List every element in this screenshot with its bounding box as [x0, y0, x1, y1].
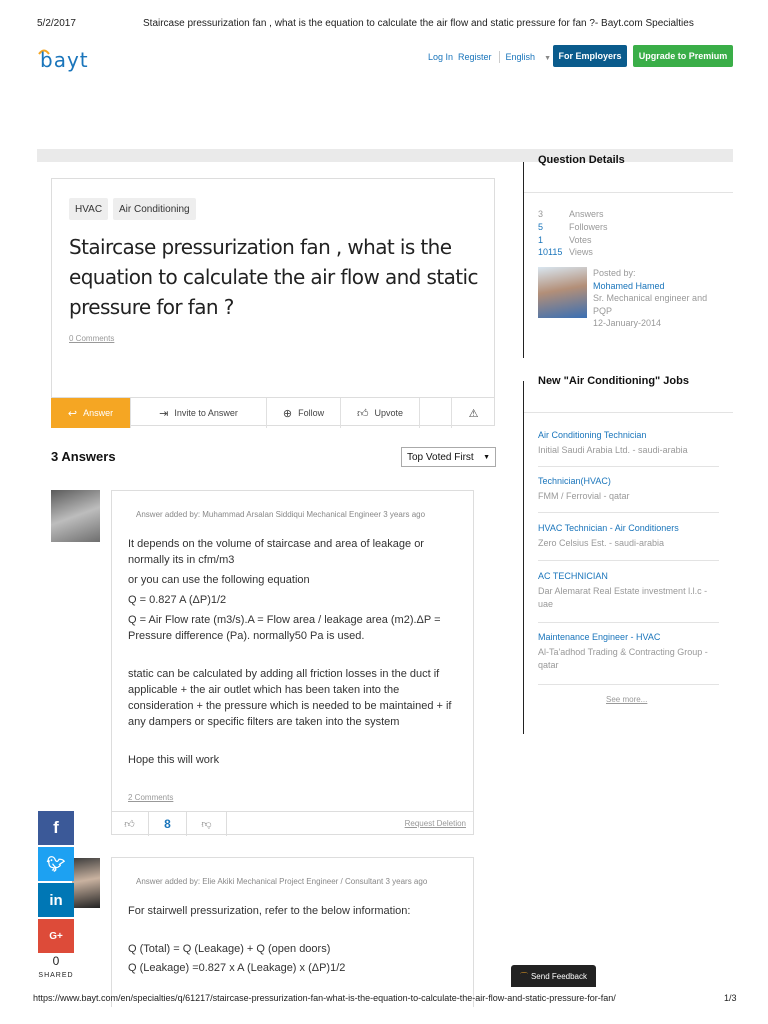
poster-title: Sr. Mechanical engineer and PQP — [593, 293, 708, 316]
posted-by-label: Posted by: — [593, 268, 636, 278]
answer-line: or you can use the following equation — [128, 574, 310, 586]
logo-text: bayt — [40, 48, 89, 72]
answer-added-by: Answer added by: Elie Akiki Mechanical Project Engineer / Consultant 3 years ago — [136, 877, 428, 886]
google-plus-icon: G+ — [49, 930, 63, 942]
job-item[interactable] — [538, 523, 719, 550]
thumbs-up-icon: 👍︎ — [356, 407, 369, 420]
send-feedback-button[interactable] — [511, 965, 596, 987]
poster-avatar[interactable] — [538, 267, 587, 318]
bayt-swoosh-icon: ⌒ — [519, 971, 528, 981]
see-more-jobs-link[interactable]: See more... — [606, 695, 648, 704]
upgrade-premium-button[interactable]: Upgrade to Premium — [633, 45, 733, 67]
upvote-answer-button[interactable] — [111, 812, 149, 836]
jobs-heading: New "Air Conditioning" Jobs — [538, 375, 689, 387]
answer-button-label: Answer — [83, 408, 114, 418]
answer-line: It depends on the volume of staircase and area of leakage or normally its in cfm/m3 — [128, 538, 424, 566]
language-select[interactable] — [506, 52, 556, 62]
job-title-link[interactable]: Maintenance Engineer - HVAC — [538, 632, 661, 642]
stat-followers[interactable]: 5 Followers — [538, 221, 608, 232]
chevron-down-icon: ▼ — [544, 55, 552, 62]
answer-vote-bar — [111, 811, 474, 835]
for-employers-button[interactable]: For Employers — [553, 45, 627, 67]
answer-card — [111, 857, 474, 1007]
job-item[interactable] — [538, 571, 719, 611]
answer-line: Q (Total) = Q (Leakage) + Q (open doors) — [128, 943, 331, 955]
share-count: 0 — [52, 954, 60, 968]
stat-answers: 3 Answers — [538, 209, 604, 219]
job-item[interactable] — [538, 476, 719, 503]
job-title-link[interactable]: HVAC Technician - Air Conditioners — [538, 523, 679, 533]
question-card — [51, 178, 495, 426]
request-deletion-link[interactable]: Request Deletion — [404, 819, 466, 828]
invite-to-answer-button[interactable] — [131, 398, 267, 428]
question-details-heading: Question Details — [538, 154, 625, 166]
print-title: Staircase pressurization fan , what is the equation to calculate the air flow and static pressure for fan ?- Bayt.com Specialties — [143, 18, 694, 29]
stat-votes: 1 Votes — [538, 234, 592, 245]
job-company: Zero Celsius Est. - saudi-arabia — [538, 538, 665, 548]
posted-by — [593, 267, 728, 330]
thumbs-down-icon: 👎︎ — [201, 818, 212, 830]
posted-date: 12-January-2014 — [593, 318, 662, 328]
divider — [538, 560, 719, 561]
facebook-share-button[interactable] — [38, 811, 74, 845]
answer-line: Q = Air Flow rate (m3/s).A = Flow area / leakage area (m2).ΔP = Pressure difference (Pa). normally50 Pa is used. — [128, 614, 441, 642]
bayt-logo[interactable] — [37, 44, 117, 72]
report-button[interactable] — [452, 398, 495, 428]
plus-circle-icon: ⊕ — [282, 407, 293, 420]
send-feedback-label: Send Feedback — [530, 971, 588, 981]
google-plus-share-button[interactable] — [38, 919, 74, 953]
print-page-number: 1/3 — [724, 993, 737, 1003]
thumbs-up-icon: 👍︎ — [124, 818, 135, 830]
invite-button-label: Invite to Answer — [174, 408, 238, 418]
divider — [524, 192, 733, 193]
answerer-avatar[interactable] — [51, 490, 100, 542]
header-divider-band — [37, 149, 733, 162]
job-title-link[interactable]: AC TECHNICIAN — [538, 571, 608, 581]
question-action-bar — [51, 397, 495, 427]
print-url: https://www.bayt.com/en/specialties/q/61217/staircase-pressurization-fan-what-is-the-equation-to-calculate-the-air-flow-and-static-pressure-for-fan/ — [33, 993, 616, 1003]
answer-line: static can be calculated by adding all friction losses in the duct if applicable + the air outlet which has been taken into the consideration + the pressure which is needed to be maintained + if any dampers or specific filters are taken into the system — [128, 668, 452, 728]
share-label: SHARED — [38, 972, 74, 979]
login-link[interactable]: Log In — [428, 52, 454, 62]
divider — [538, 466, 719, 467]
chevron-down-icon: ▼ — [483, 453, 490, 461]
job-company: FMM / Ferrovial - qatar — [538, 491, 630, 501]
warning-icon: ⚠ — [468, 407, 479, 420]
twitter-share-button[interactable] — [38, 847, 74, 881]
answer-body — [128, 536, 463, 768]
vote-count: 8 — [149, 812, 187, 836]
twitter-icon: 🐦︎ — [46, 856, 66, 873]
nav-divider — [499, 51, 500, 63]
job-item[interactable] — [538, 632, 719, 672]
upvote-button[interactable] — [341, 398, 420, 428]
reply-icon: ↩ — [67, 407, 78, 420]
divider — [538, 622, 719, 623]
sort-select-value: Top Voted First — [407, 451, 474, 463]
answer-card — [111, 490, 474, 835]
job-title-link[interactable]: Air Conditioning Technician — [538, 430, 647, 440]
job-company: Al-Ta'adhod Trading & Contracting Group - qatar — [538, 647, 708, 670]
facebook-icon: f — [53, 818, 59, 837]
header-nav — [428, 51, 561, 63]
answer-button[interactable] — [51, 398, 131, 428]
job-title-link[interactable]: Technician(HVAC) — [538, 476, 611, 486]
tag-hvac[interactable]: HVAC — [69, 198, 108, 220]
follow-button[interactable] — [267, 398, 341, 428]
sidebar-divider — [523, 381, 524, 734]
linkedin-icon: in — [49, 891, 63, 909]
divider — [538, 512, 719, 513]
question-comments-link[interactable]: 0 Comments — [69, 334, 115, 343]
answerer-avatar[interactable] — [72, 858, 100, 908]
divider — [538, 684, 719, 685]
sort-select[interactable] — [401, 447, 496, 467]
downvote-answer-button[interactable] — [187, 812, 227, 836]
print-date: 5/2/2017 — [37, 18, 76, 29]
upvote-button-label: Upvote — [374, 408, 404, 418]
language-label: English — [505, 52, 536, 62]
answers-count: 3 Answers — [51, 449, 116, 464]
question-stats — [538, 208, 608, 259]
poster-name-link[interactable]: Mohamed Hamed — [593, 280, 665, 291]
answer-line: For stairwell pressurization, refer to the below information: — [128, 905, 411, 917]
stat-views: 10115 Views — [538, 247, 593, 258]
job-company: Initial Saudi Arabia Ltd. - saudi-arabia — [538, 445, 688, 455]
answer-line: Hope this will work — [128, 754, 220, 766]
tag-air-conditioning[interactable]: Air Conditioning — [113, 198, 196, 220]
job-item[interactable] — [538, 430, 719, 457]
job-company: Dar Alemarat Real Estate investment l.l.c - uae — [538, 586, 708, 609]
question-title: Staircase pressurization fan , what is the equation to calculate the air flow and static pressure for fan ? — [69, 235, 478, 319]
answer-line: Q (Leakage) =0.827 x A (Leakage) x (ΔP)1/2 — [128, 962, 346, 974]
follow-button-label: Follow — [298, 408, 325, 418]
answer-added-by: Answer added by: Muhammad Arsalan Siddiqui Mechanical Engineer 3 years ago — [136, 510, 426, 519]
register-link[interactable]: Register — [458, 52, 492, 62]
linkedin-share-button[interactable] — [38, 883, 74, 917]
divider — [524, 412, 733, 413]
answer-body — [128, 903, 463, 976]
sign-in-icon: ⇥ — [159, 407, 169, 420]
answer-comments-link[interactable]: 2 Comments — [128, 793, 174, 802]
answer-line: Q = 0.827 A (ΔP)1/2 — [128, 594, 227, 606]
